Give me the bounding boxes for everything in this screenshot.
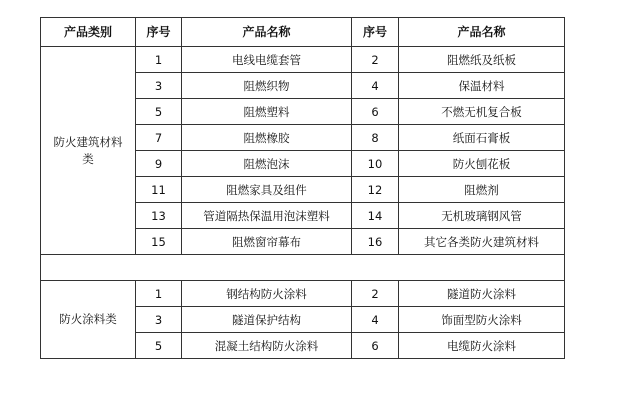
row-number: 6: [352, 99, 399, 125]
row-number: 1: [136, 47, 182, 73]
row-number: 9: [136, 151, 182, 177]
row-number: 12: [352, 177, 399, 203]
row-number: 10: [352, 151, 399, 177]
product-name: 其它各类防火建筑材料: [399, 229, 565, 255]
row-number: 5: [136, 99, 182, 125]
row-number: 6: [352, 333, 399, 359]
product-name: 阻燃泡沫: [182, 151, 352, 177]
category-cell: 防火涂料类: [41, 281, 136, 359]
row-number: 11: [136, 177, 182, 203]
product-name: 阻燃橡胶: [182, 125, 352, 151]
spacer-cell: [41, 255, 565, 281]
table-row: [41, 47, 565, 73]
header-number-2: 序号: [352, 18, 399, 47]
product-name: 不燃无机复合板: [399, 99, 565, 125]
product-name: 保温材料: [399, 73, 565, 99]
row-number: 1: [136, 281, 182, 307]
product-name: 饰面型防火涂料: [399, 307, 565, 333]
row-number: 5: [136, 333, 182, 359]
product-name: 混凝土结构防火涂料: [182, 333, 352, 359]
product-name: 隧道保护结构: [182, 307, 352, 333]
row-number: 15: [136, 229, 182, 255]
product-name: 阻燃剂: [399, 177, 565, 203]
row-number: 4: [352, 73, 399, 99]
row-number: 8: [352, 125, 399, 151]
row-number: 14: [352, 203, 399, 229]
product-name: 阻燃塑料: [182, 99, 352, 125]
product-name: 管道隔热保温用泡沫塑料: [182, 203, 352, 229]
product-name: 隧道防火涂料: [399, 281, 565, 307]
row-number: 3: [136, 307, 182, 333]
row-number: 2: [352, 47, 399, 73]
category-cell: 防火建筑材料类: [41, 47, 136, 255]
product-name: 防火刨花板: [399, 151, 565, 177]
row-number: 3: [136, 73, 182, 99]
header-number-1: 序号: [136, 18, 182, 47]
product-name: 无机玻璃钢风管: [399, 203, 565, 229]
product-name: 纸面石膏板: [399, 125, 565, 151]
product-name: 阻燃织物: [182, 73, 352, 99]
product-name: 阻燃纸及纸板: [399, 47, 565, 73]
header-category: 产品类别: [41, 18, 136, 47]
spacer-row: [41, 255, 565, 281]
product-name: 阻燃窗帘幕布: [182, 229, 352, 255]
product-name: 钢结构防火涂料: [182, 281, 352, 307]
row-number: 4: [352, 307, 399, 333]
row-number: 2: [352, 281, 399, 307]
row-number: 16: [352, 229, 399, 255]
header-product-name-2: 产品名称: [399, 18, 565, 47]
product-table: [40, 17, 565, 359]
row-number: 13: [136, 203, 182, 229]
product-name: 电缆防火涂料: [399, 333, 565, 359]
product-name: 阻燃家具及组件: [182, 177, 352, 203]
product-name: 电线电缆套管: [182, 47, 352, 73]
header-row: [41, 18, 565, 47]
row-number: 7: [136, 125, 182, 151]
header-product-name-1: 产品名称: [182, 18, 352, 47]
table-row: [41, 281, 565, 307]
